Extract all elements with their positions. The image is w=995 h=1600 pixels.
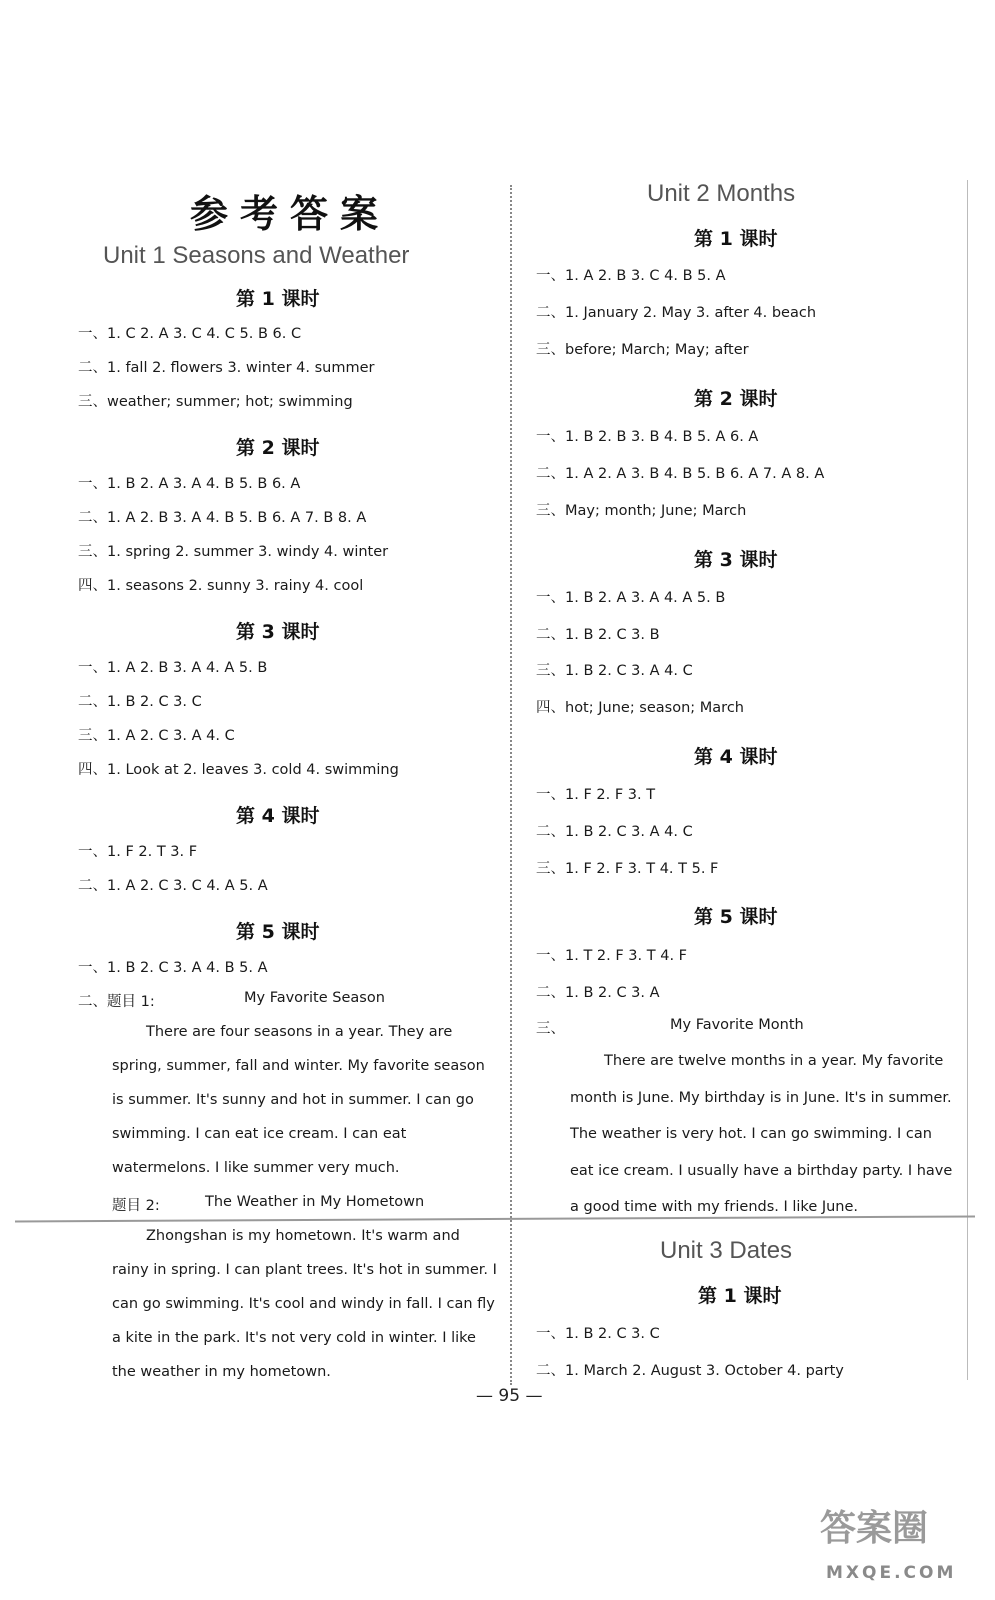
answer-line: 一、1. B 2. A 3. A 4. A 5. B <box>536 590 726 606</box>
answer-line: 一、1. A 2. B 3. C 4. B 5. A <box>536 268 726 284</box>
answer-line: 一、1. B 2. A 3. A 4. B 5. B 6. A <box>78 476 301 492</box>
answer-line: 一、1. F 2. T 3. F <box>78 844 198 860</box>
answer-line: 二、1. B 2. C 3. B <box>536 627 660 643</box>
page-edge-line <box>967 180 968 1380</box>
answer-line: 三、before; March; May; after <box>536 342 749 358</box>
lesson-heading: 第 3 课时 <box>236 621 320 643</box>
answer-line: 三、1. A 2. C 3. A 4. C <box>78 728 235 744</box>
page-number: — 95 — <box>476 1386 543 1406</box>
essay-label: 题目 2: <box>112 1198 160 1214</box>
lesson-heading: 第 1 课时 <box>698 1285 782 1307</box>
lesson-heading: 第 5 课时 <box>694 906 778 928</box>
answer-line: 一、1. B 2. C 3. A 4. B 5. A <box>78 960 268 976</box>
essay-line: eat ice cream. I usually have a birthday party. I have <box>570 1163 953 1179</box>
lesson-heading: 第 1 课时 <box>236 288 320 310</box>
answer-line: 四、1. Look at 2. leaves 3. cold 4. swimming <box>78 762 399 778</box>
essay-line: swimming. I can eat ice cream. I can eat <box>112 1126 407 1142</box>
unit3-title: Unit 3 Dates <box>660 1237 793 1264</box>
lesson-heading: 第 1 课时 <box>694 228 778 250</box>
lesson-heading: 第 5 课时 <box>236 921 320 943</box>
answer-line: 四、1. seasons 2. sunny 3. rainy 4. cool <box>78 578 364 594</box>
essay-line: There are twelve months in a year. My favorite <box>604 1053 944 1069</box>
essay-title: My Favorite Month <box>670 1017 804 1033</box>
essay-line: Zhongshan is my hometown. It's warm and <box>146 1228 460 1244</box>
answer-line: 一、1. C 2. A 3. C 4. C 5. B 6. C <box>78 326 302 342</box>
logo-chars: 答案圈 <box>820 1508 929 1549</box>
essay-line: watermelons. I like summer very much. <box>112 1160 400 1176</box>
answer-line: 二、1. A 2. B 3. A 4. B 5. B 6. A 7. B 8. A <box>78 510 367 526</box>
essay-line: spring, summer, fall and winter. My favorite season <box>112 1058 485 1074</box>
answer-line: 二、1. January 2. May 3. after 4. beach <box>536 305 817 321</box>
page-title: 参考答案 <box>190 192 391 236</box>
unit2-title: Unit 2 Months <box>647 180 796 207</box>
essay-title: My Favorite Season <box>244 990 385 1006</box>
essay-line: is summer. It's sunny and hot in summer. I can go <box>112 1092 474 1108</box>
answer-line: 一、1. B 2. B 3. B 4. B 5. A 6. A <box>536 429 759 445</box>
essay-label: 三、 <box>536 1021 565 1037</box>
essay-line: The weather is very hot. I can go swimming. I can <box>570 1126 932 1142</box>
answer-line: 四、hot; June; season; March <box>536 700 744 716</box>
logo-domain: MXQE.COM <box>826 1563 957 1583</box>
answer-line: 三、weather; summer; hot; swimming <box>78 394 353 410</box>
answer-line: 一、1. A 2. B 3. A 4. A 5. B <box>78 660 268 676</box>
essay-line: can go swimming. It's cool and windy in fall. I can fly <box>112 1296 495 1312</box>
watermark-logo <box>812 1490 972 1590</box>
answer-line: 三、May; month; June; March <box>536 503 747 519</box>
answer-line: 二、1. fall 2. flowers 3. winter 4. summer <box>78 360 375 376</box>
essay-label: 二、题目 1: <box>78 994 155 1010</box>
essay-line: There are four seasons in a year. They are <box>146 1024 453 1040</box>
answer-line: 三、1. F 2. F 3. T 4. T 5. F <box>536 861 719 877</box>
answer-line: 二、1. B 2. C 3. A <box>536 985 660 1001</box>
answer-line: 二、1. March 2. August 3. October 4. party <box>536 1363 844 1379</box>
fold-line <box>15 1215 975 1222</box>
essay-line: month is June. My birthday is in June. It's in summer. <box>570 1090 952 1106</box>
lesson-heading: 第 4 课时 <box>694 746 778 768</box>
essay-line: a kite in the park. It's not very cold in winter. I like <box>112 1330 476 1346</box>
answer-line: 二、1. A 2. A 3. B 4. B 5. B 6. A 7. A 8. A <box>536 466 825 482</box>
answer-line: 一、1. T 2. F 3. T 4. F <box>536 948 687 964</box>
unit1-title: Unit 1 Seasons and Weather <box>103 242 410 269</box>
answer-line: 二、1. A 2. C 3. C 4. A 5. A <box>78 878 268 894</box>
lesson-heading: 第 3 课时 <box>694 549 778 571</box>
essay-line: rainy in spring. I can plant trees. It's hot in summer. I <box>112 1262 497 1278</box>
essay-line: a good time with my friends. I like June. <box>570 1199 859 1215</box>
answer-line: 二、1. B 2. C 3. C <box>78 694 202 710</box>
essay-line: the weather in my hometown. <box>112 1364 331 1380</box>
column-divider <box>510 185 512 1385</box>
answer-line: 一、1. B 2. C 3. C <box>536 1326 660 1342</box>
lesson-heading: 第 4 课时 <box>236 805 320 827</box>
essay-title: The Weather in My Hometown <box>205 1194 425 1210</box>
lesson-heading: 第 2 课时 <box>236 437 320 459</box>
lesson-heading: 第 2 课时 <box>694 388 778 410</box>
answer-line: 二、1. B 2. C 3. A 4. C <box>536 824 693 840</box>
answer-line: 一、1. F 2. F 3. T <box>536 787 656 803</box>
answer-line: 三、1. spring 2. summer 3. windy 4. winter <box>78 544 389 560</box>
answer-line: 三、1. B 2. C 3. A 4. C <box>536 663 693 679</box>
